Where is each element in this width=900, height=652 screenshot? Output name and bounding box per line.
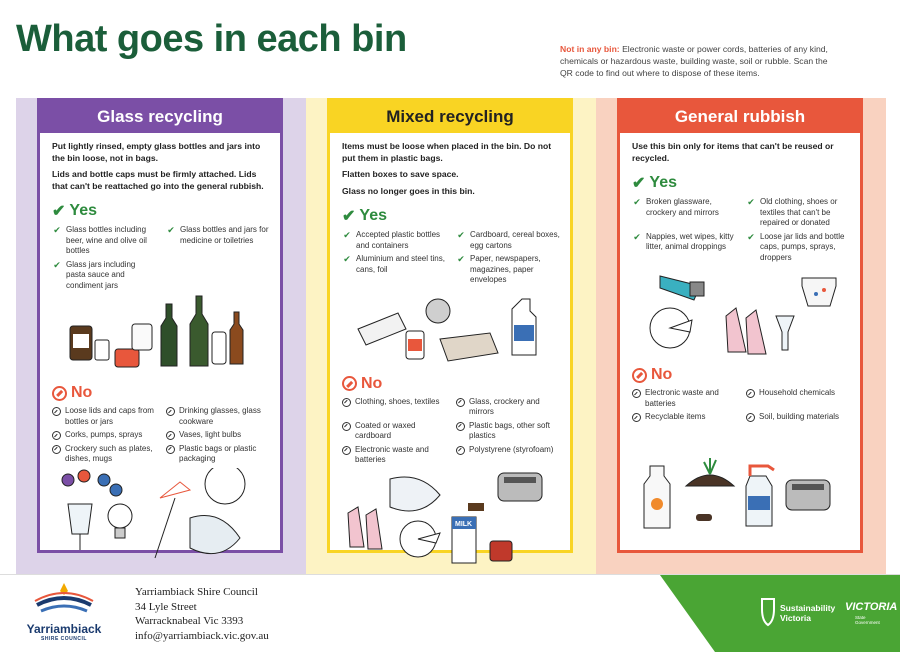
mixed-yes-list — [330, 228, 570, 289]
yes-label: Yes — [359, 207, 387, 224]
note-text: Electronic waste or power cords, batteries of any kind, chemicals or hazardous waste, building waste, soil or rubble. Scan the QR code to find out where to dispose of these items. — [560, 44, 828, 78]
list-item: Drinking glasses, glass cookware — [166, 406, 270, 427]
no-icon — [52, 445, 61, 454]
check-icon: ✔ — [343, 254, 351, 264]
note-label: Not in any bin: — [560, 44, 620, 54]
mixed-yes-illustration — [330, 289, 570, 371]
general-yes-heading — [620, 169, 860, 195]
logo-subtext: SHIRE COUNCIL — [41, 636, 87, 642]
mixed-intro-2: Flatten boxes to save space. — [342, 169, 459, 179]
mixed-yes-heading — [330, 202, 570, 228]
no-icon — [342, 398, 351, 407]
list-item: ✔ Glass bottles including beer, wine and olive oil bottles — [53, 225, 147, 255]
general-yes-list — [620, 195, 860, 266]
glass-yes-illustration — [40, 294, 280, 380]
check-icon: ✔ — [52, 203, 66, 220]
list-item: Plastic bags, other soft plastics — [456, 421, 560, 442]
yes-label: Yes — [649, 174, 677, 191]
check-icon: ✔ — [342, 208, 356, 225]
no-label: No — [651, 366, 673, 383]
list-item: Polystyrene (styrofoam) — [456, 445, 560, 466]
logo-text: Yarriambiack — [26, 622, 102, 636]
not-in-any-bin-note — [560, 43, 830, 79]
council-street: 34 Lyle Street — [135, 600, 197, 613]
glass-no-list — [40, 404, 280, 468]
council-emblem-icon — [29, 579, 99, 617]
check-icon: ✔ — [633, 231, 641, 242]
list-item: Glass, crockery and mirrors — [456, 397, 560, 418]
glass-no-illustration — [40, 468, 280, 578]
no-icon — [456, 422, 465, 431]
general-heading: General rubbish — [620, 101, 860, 133]
list-item: ✔ Cardboard, cereal boxes, egg cartons — [457, 230, 560, 250]
no-icon — [166, 407, 175, 416]
check-icon: ✔ — [167, 225, 175, 235]
no-icon — [632, 413, 641, 422]
yes-label: Yes — [69, 202, 97, 219]
list-item: Corks, pumps, sprays — [52, 430, 156, 441]
list-item: ✔ Glass bottles and jars for medicine or toiletries — [166, 225, 270, 257]
general-no-illustration — [620, 426, 860, 546]
list-item: Soil, building materials — [746, 412, 850, 423]
sustainability-victoria-icon — [758, 597, 778, 627]
no-icon — [166, 445, 175, 454]
check-icon: ✔ — [53, 259, 61, 270]
check-icon: ✔ — [53, 225, 61, 235]
no-label: No — [361, 374, 383, 392]
glass-intro-1: Put lightly rinsed, empty glass bottles and jars into the bin loose, not in bags. — [52, 141, 261, 163]
litter-scoop-nappy-illustration — [620, 266, 860, 362]
council-town: Warracknabeal Vic 3393 — [135, 615, 244, 627]
no-icon — [166, 431, 175, 440]
soil-spray-toaster-illustration — [620, 456, 860, 546]
check-icon: ✔ — [343, 230, 351, 240]
no-icon — [52, 407, 61, 416]
no-icon — [456, 446, 465, 455]
glass-heading: Glass recycling — [40, 101, 280, 133]
no-icon — [342, 376, 357, 391]
list-item: ✔ Paper, newspapers, magazines, paper envelopes — [457, 254, 541, 284]
list-item: Coated or waxed cardboard — [342, 421, 446, 442]
glass-jars-bottles-illustration — [40, 294, 280, 380]
list-item: Recyclable items — [632, 412, 736, 423]
list-item: Clothing, shoes, textiles — [342, 397, 446, 418]
general-panel — [617, 98, 863, 553]
no-icon — [632, 368, 647, 383]
no-icon — [342, 422, 351, 431]
list-item: Electronic waste and batteries — [342, 445, 446, 466]
mixed-no-list — [330, 395, 570, 469]
check-icon: ✔ — [747, 231, 755, 242]
check-icon: ✔ — [457, 230, 465, 240]
council-logo — [14, 579, 114, 642]
list-item: ✔ Aluminium and steel tins, cans, foil — [342, 254, 446, 286]
check-icon: ✔ — [632, 175, 646, 192]
mixed-panel — [327, 98, 573, 553]
no-icon — [456, 398, 465, 407]
glass-no-heading — [40, 380, 280, 404]
mixed-intro-3: Glass no longer goes in this bin. — [342, 185, 475, 196]
shoes-bag-toaster-illustration — [330, 469, 570, 569]
milk-carton-label: MILK — [455, 520, 473, 528]
no-icon — [52, 431, 61, 440]
mixed-no-heading — [330, 371, 570, 395]
list-item: ✔ Glass jars including pasta sauce and condiment jars — [53, 259, 136, 290]
mixed-intro — [330, 133, 570, 197]
council-address — [135, 585, 269, 643]
lids-glass-bulb-illustration — [40, 468, 280, 568]
list-item: ✔ Broken glassware, crockery and mirrors — [632, 197, 736, 229]
mixed-intro-1: Items must be loose when placed in the bin. Do not put them in plastic bags. — [342, 141, 552, 163]
council-name: Yarriambiack Shire Council — [135, 586, 258, 598]
mixed-heading: Mixed recycling — [330, 101, 570, 133]
list-item: ✔ Accepted plastic bottles and containers — [343, 230, 441, 250]
sustainability-victoria-logo: Sustainability Victoria — [780, 603, 836, 623]
check-icon: ✔ — [633, 197, 641, 207]
footer — [0, 574, 900, 651]
no-label: No — [71, 384, 93, 401]
list-item: Crockery such as plates, dishes, mugs — [52, 444, 156, 465]
check-icon: ✔ — [747, 197, 755, 207]
glass-panel — [37, 98, 283, 553]
glass-yes-heading — [40, 197, 280, 223]
general-yes-illustration — [620, 266, 860, 362]
council-email[interactable]: info@yarriambiack.vic.gov.au — [135, 629, 269, 642]
victoria-logo: VICTORIA — [845, 601, 898, 613]
page-title: What goes in each bin — [16, 18, 407, 60]
list-item: ✔ Old clothing, shoes or textiles that can't be repaired or donated — [747, 197, 838, 227]
general-intro — [620, 133, 860, 164]
victoria-subtext: State Government — [855, 615, 880, 625]
paper-cans-cartons-illustration — [330, 289, 570, 371]
list-item: Household chemicals — [746, 388, 850, 409]
glass-intro-2: Lids and bottle caps must be firmly attached. Lids that can't be reattached go into the general rubbish. — [52, 169, 264, 191]
list-item: ✔ Nappies, wet wipes, kitty litter, animal droppings — [632, 232, 736, 264]
mixed-no-illustration — [330, 469, 570, 579]
no-icon — [746, 389, 755, 398]
general-intro-1: Use this bin only for items that can't be reused or recycled. — [632, 141, 834, 163]
list-item: Loose lids and caps from bottles or jars — [52, 406, 156, 427]
no-icon — [52, 386, 67, 401]
no-icon — [342, 446, 351, 455]
glass-intro — [40, 133, 280, 192]
check-icon: ✔ — [457, 254, 465, 264]
general-no-list — [620, 386, 860, 426]
list-item: Vases, light bulbs — [166, 430, 270, 441]
list-item: ✔ Loose jar lids and bottle caps, pumps, sprays, droppers — [747, 231, 845, 262]
list-item: Electronic waste and batteries — [632, 388, 736, 409]
glass-yes-list — [40, 223, 280, 294]
no-icon — [632, 389, 641, 398]
general-no-heading — [620, 362, 860, 386]
list-item: Plastic bags or plastic packaging — [166, 444, 270, 465]
no-icon — [746, 413, 755, 422]
